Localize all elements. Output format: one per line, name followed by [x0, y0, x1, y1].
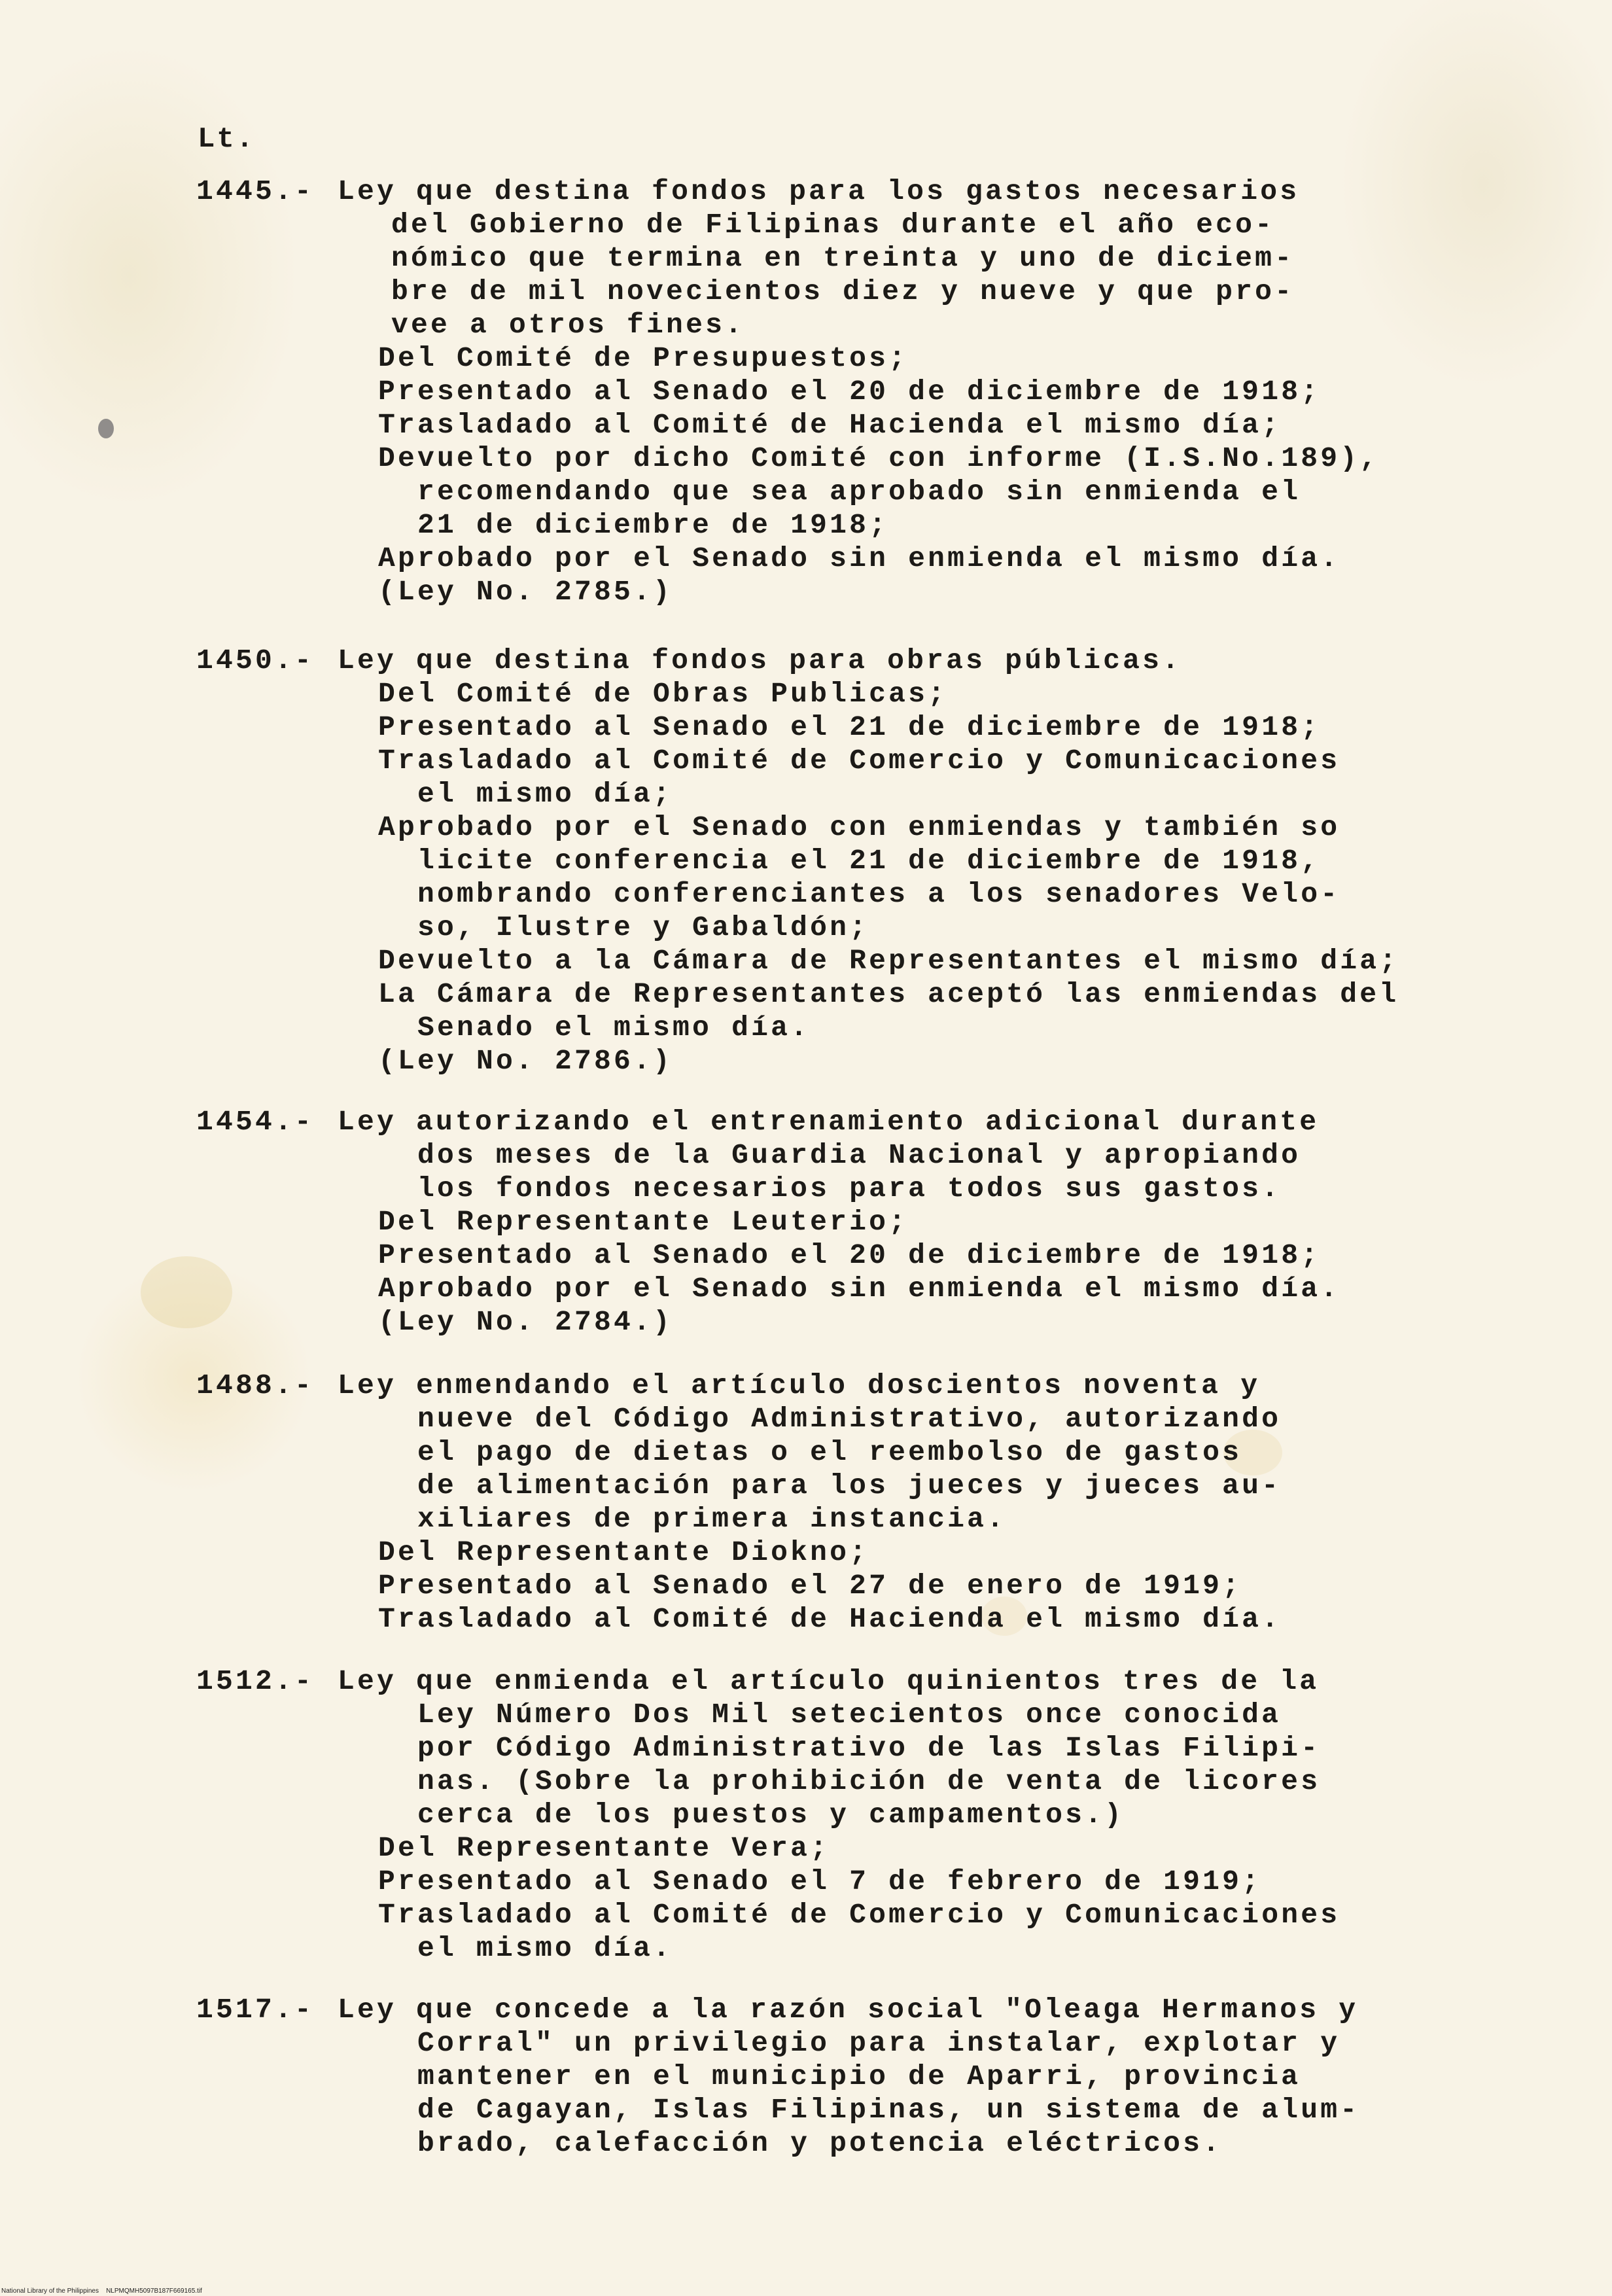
bill-history-line: Devuelto por dicho Comité con informe (I.S.No.189),: [378, 442, 1380, 474]
bill-history-line: Del Representante Leuterio;: [378, 1206, 909, 1238]
bill-title-line: dos meses de la Guardia Nacional y apropiando: [417, 1139, 1301, 1171]
bill-history-line: Senado el mismo día.: [417, 1012, 811, 1044]
bill-title-line: Corral" un privilegio para instalar, explotar y: [417, 2027, 1340, 2059]
bill-title-line: nómico que termina en treinta y uno de diciem-: [391, 242, 1295, 274]
bill-history-line: Devuelto a la Cámara de Representantes el mismo día;: [378, 945, 1399, 977]
bill-history-line: el mismo día;: [417, 778, 673, 810]
bill-history-line: el mismo día.: [417, 1932, 673, 1964]
law-number-line: (Ley No. 2785.): [378, 576, 673, 608]
bill-title-line: cerca de los puestos y campamentos.): [417, 1799, 1125, 1831]
bill-title-line: nas. (Sobre la prohibición de venta de licores: [417, 1765, 1321, 1797]
bill-history-line: nombrando conferenciantes a los senadores Velo-: [417, 878, 1340, 910]
bill-history-line: Del Representante Diokno;: [378, 1536, 869, 1568]
bill-title-line: los fondos necesarios para todos sus gastos.: [417, 1173, 1282, 1205]
ink-blot: [98, 419, 114, 438]
bill-history-line: Presentado al Senado el 20 de diciembre de 1918;: [378, 376, 1321, 408]
bill-title-line: vee a otros fines.: [391, 309, 745, 341]
bill-history-line: Trasladado al Comité de Hacienda el mismo día.: [378, 1603, 1282, 1635]
bill-title-line: Ley Número Dos Mil setecientos once conocida: [417, 1699, 1282, 1731]
bill-history-line: Del Representante Vera;: [378, 1832, 830, 1864]
bill-history-line: Aprobado por el Senado sin enmienda el mismo día.: [378, 1273, 1340, 1305]
bill-history-line: Del Comité de Obras Publicas;: [378, 678, 948, 710]
bill-number: 1454.-: [196, 1106, 315, 1138]
bill-title-line: mantener en el municipio de Aparri, provincia: [417, 2060, 1301, 2093]
bill-history-line: recomendando que sea aprobado sin enmienda el: [417, 476, 1301, 508]
bill-history-line: 21 de diciembre de 1918;: [417, 509, 889, 541]
bill-title-line: xiliares de primera instancia.: [417, 1503, 1007, 1535]
bill-history-line: Trasladado al Comité de Hacienda el mismo día;: [378, 409, 1282, 441]
bill-title-line: Ley autorizando el entrenamiento adicional durante: [338, 1106, 1320, 1138]
bill-title-line: Ley enmendando el artículo doscientos noventa y: [338, 1369, 1261, 1402]
bill-number: 1445.-: [196, 175, 315, 207]
bill-number: 1450.-: [196, 645, 315, 677]
bill-number: 1512.-: [196, 1665, 315, 1697]
bill-history-line: so, Ilustre y Gabaldón;: [417, 911, 869, 944]
paper-stain: [141, 1256, 232, 1328]
bill-title-line: bre de mil novecientos diez y nueve y que pro-: [391, 275, 1295, 308]
bill-title-line: Ley que destina fondos para los gastos necesarios: [338, 175, 1300, 207]
bill-number: 1488.-: [196, 1369, 315, 1402]
law-number-line: (Ley No. 2784.): [378, 1306, 673, 1338]
bill-title-line: Ley que destina fondos para obras públicas.: [338, 645, 1182, 677]
bill-history-line: Aprobado por el Senado con enmiendas y también so: [378, 811, 1340, 843]
bill-title-line: nueve del Código Administrativo, autorizando: [417, 1403, 1282, 1435]
bill-title-line: de alimentación para los jueces y jueces au-: [417, 1470, 1282, 1502]
bill-history-line: Trasladado al Comité de Comercio y Comunicaciones: [378, 745, 1340, 777]
bill-history-line: Trasladado al Comité de Comercio y Comunicaciones: [378, 1899, 1340, 1931]
bill-title-line: del Gobierno de Filipinas durante el año eco-: [391, 209, 1275, 241]
page-header: Lt.: [198, 123, 256, 156]
bill-history-line: La Cámara de Representantes aceptó las enmiendas del: [378, 978, 1399, 1010]
bill-history-line: Aprobado por el Senado sin enmienda el mismo día.: [378, 542, 1340, 574]
bill-history-line: Del Comité de Presupuestos;: [378, 342, 909, 374]
bill-number: 1517.-: [196, 1994, 315, 2026]
bill-history-line: Presentado al Senado el 20 de diciembre de 1918;: [378, 1239, 1321, 1271]
bill-title-line: el pago de dietas o el reembolso de gastos: [417, 1436, 1242, 1468]
bill-history-line: Presentado al Senado el 7 de febrero de 1919;: [378, 1865, 1262, 1898]
bill-history-line: licite conferencia el 21 de diciembre de 1918,: [417, 845, 1321, 877]
bill-history-line: Presentado al Senado el 21 de diciembre de 1918;: [378, 711, 1321, 743]
bill-title-line: de Cagayan, Islas Filipinas, un sistema de alum-: [417, 2094, 1360, 2126]
bill-title-line: Ley que enmienda el artículo quinientos tres de la: [338, 1665, 1320, 1697]
bill-history-line: Presentado al Senado el 27 de enero de 1919;: [378, 1570, 1242, 1602]
bill-title-line: Ley que concede a la razón social "Oleaga Hermanos y: [338, 1994, 1359, 2026]
archive-footer: National Library of the Philippines NLPMQMH5097B187F669165.tif: [1, 2287, 202, 2295]
bill-title-line: brado, calefacción y potencia eléctricos.: [417, 2127, 1223, 2159]
bill-title-line: por Código Administrativo de las Islas Filipi-: [417, 1732, 1321, 1764]
law-number-line: (Ley No. 2786.): [378, 1045, 673, 1077]
